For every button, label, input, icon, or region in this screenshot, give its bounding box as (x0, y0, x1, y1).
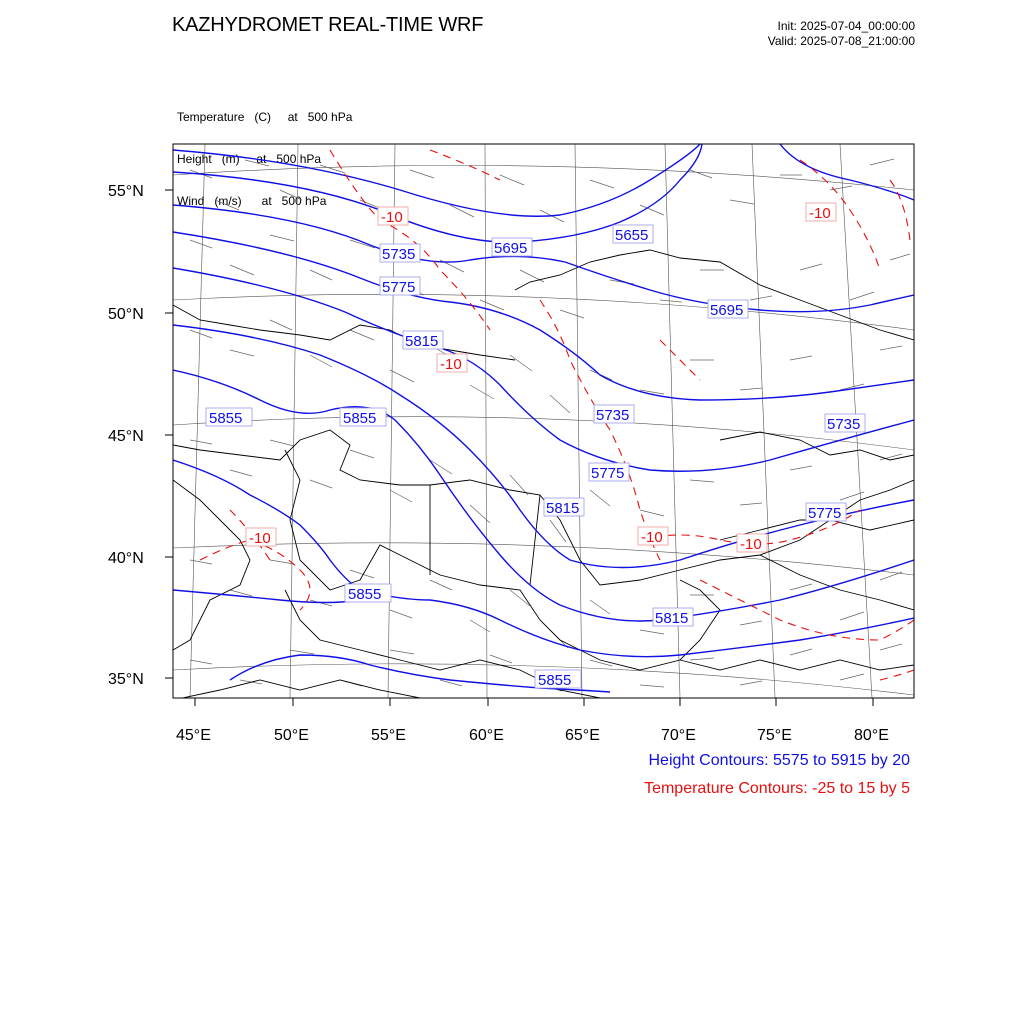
svg-text:-10: -10 (809, 205, 831, 222)
svg-text:5815: 5815 (546, 500, 580, 517)
lon-label-80: 80°E (854, 727, 889, 744)
svg-text:-10: -10 (381, 209, 403, 226)
temperature-label (737, 534, 767, 553)
lon-label-70: 70°E (661, 727, 696, 744)
lat-label-35: 35°N (108, 671, 144, 688)
field-temperature: Temperature (C) at 500 hPa (177, 110, 353, 124)
temperature-legend: Temperature Contours: -25 to 15 by 5 (644, 780, 910, 797)
svg-text:-10: -10 (740, 536, 762, 553)
svg-text:5775: 5775 (591, 465, 625, 482)
temperature-contours (200, 150, 914, 680)
height-label (492, 238, 532, 257)
svg-text:5815: 5815 (655, 610, 689, 627)
svg-text:5695: 5695 (710, 302, 744, 319)
valid-time: Valid: 2025-07-08_21:00:00 (767, 34, 915, 48)
svg-text:5775: 5775 (808, 505, 842, 522)
field-height: Height (m) at 500 hPa (177, 152, 322, 166)
svg-text:-10: -10 (641, 529, 663, 546)
svg-text:5855: 5855 (348, 586, 382, 603)
height-label (380, 244, 420, 263)
lon-label-45: 45°E (176, 727, 211, 744)
chart-title: KAZHYDROMET REAL-TIME WRF (172, 14, 484, 36)
height-legend: Height Contours: 5575 to 5915 by 20 (648, 752, 910, 769)
map-frame (173, 144, 914, 698)
height-label (544, 498, 584, 517)
svg-text:-10: -10 (249, 530, 271, 547)
height-label (340, 408, 386, 427)
longitude-axis (176, 698, 889, 744)
height-label (380, 277, 420, 296)
height-label (825, 414, 865, 433)
height-label (589, 463, 629, 482)
lat-label-40: 40°N (108, 550, 144, 567)
svg-text:5855: 5855 (343, 410, 377, 427)
field-wind: Wind (m/s) at 500 hPa (177, 194, 327, 208)
temperature-label (378, 207, 408, 226)
height-label (708, 300, 748, 319)
svg-text:5735: 5735 (382, 246, 416, 263)
temperature-label-group (246, 203, 836, 553)
borders (173, 250, 914, 700)
init-time: Init: 2025-07-04_00:00:00 (777, 19, 915, 33)
lon-label-50: 50°E (274, 727, 309, 744)
svg-text:5655: 5655 (615, 227, 649, 244)
height-label (403, 331, 443, 350)
height-label (535, 670, 581, 689)
lon-label-60: 60°E (469, 727, 504, 744)
height-label (806, 503, 846, 522)
lat-label-50: 50°N (108, 306, 144, 323)
temperature-label (437, 354, 467, 373)
svg-text:5735: 5735 (827, 416, 861, 433)
height-label (206, 408, 252, 427)
svg-text:5775: 5775 (382, 279, 416, 296)
height-label (653, 608, 693, 627)
latitude-axis (108, 183, 173, 688)
lon-label-75: 75°E (757, 727, 792, 744)
lon-label-65: 65°E (565, 727, 600, 744)
height-label (594, 405, 634, 424)
graticule (173, 144, 914, 698)
svg-text:5695: 5695 (494, 240, 528, 257)
temperature-label (806, 203, 836, 222)
svg-text:5855: 5855 (538, 672, 572, 689)
temperature-label (638, 527, 668, 546)
height-contours (173, 144, 914, 692)
height-label (613, 225, 653, 244)
svg-text:-10: -10 (440, 356, 462, 373)
svg-text:5735: 5735 (596, 407, 630, 424)
lat-label-45: 45°N (108, 428, 144, 445)
height-label (345, 584, 391, 603)
svg-text:5855: 5855 (209, 410, 243, 427)
temperature-label (246, 528, 276, 547)
lat-label-55: 55°N (108, 183, 144, 200)
lon-label-55: 55°E (371, 727, 406, 744)
svg-text:5815: 5815 (405, 333, 439, 350)
